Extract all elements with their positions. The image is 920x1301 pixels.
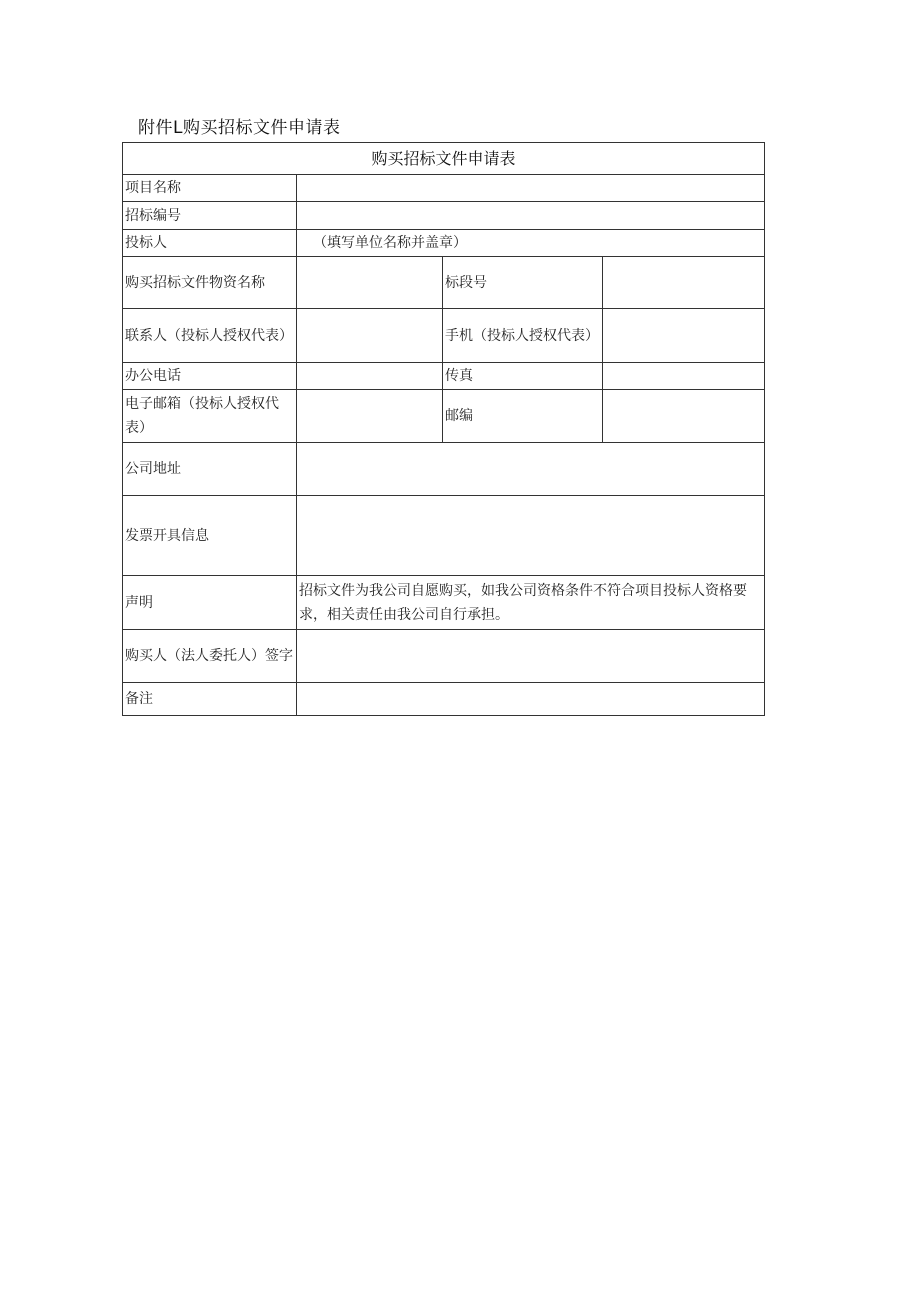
table-row bbox=[123, 443, 765, 496]
table-row bbox=[123, 230, 765, 257]
material-name-field[interactable] bbox=[297, 257, 443, 309]
declaration-label: 声明 bbox=[123, 576, 297, 630]
remarks-label: 备注 bbox=[123, 683, 297, 716]
tender-no-field[interactable] bbox=[297, 202, 765, 230]
material-name-label: 购买招标文件物资名称 bbox=[123, 257, 297, 309]
table-row bbox=[123, 496, 765, 576]
form-title: 购买招标文件申请表 bbox=[123, 143, 765, 175]
address-label: 公司地址 bbox=[123, 443, 297, 496]
postcode-field[interactable] bbox=[603, 390, 765, 443]
invoice-label: 发票开具信息 bbox=[123, 496, 297, 576]
table-row bbox=[123, 363, 765, 390]
office-phone-field[interactable] bbox=[297, 363, 443, 390]
mobile-label: 手机（投标人授权代表） bbox=[443, 309, 603, 363]
project-name-label: 项目名称 bbox=[123, 175, 297, 202]
table-row bbox=[123, 576, 765, 630]
tender-no-label: 招标编号 bbox=[123, 202, 297, 230]
mobile-field[interactable] bbox=[603, 309, 765, 363]
invoice-field[interactable] bbox=[297, 496, 765, 576]
postcode-label: 邮编 bbox=[443, 390, 603, 443]
table-row bbox=[123, 309, 765, 363]
bidder-hint: （填写单位名称并盖章） bbox=[313, 235, 467, 251]
address-field[interactable] bbox=[297, 443, 765, 496]
email-label: 电子邮箱（投标人授权代表） bbox=[123, 390, 297, 443]
remarks-field[interactable] bbox=[297, 683, 765, 716]
signature-field[interactable] bbox=[297, 630, 765, 683]
contact-label: 联系人（投标人授权代表） bbox=[123, 309, 297, 363]
office-phone-label: 办公电话 bbox=[123, 363, 297, 390]
table-row bbox=[123, 202, 765, 230]
table-row bbox=[123, 390, 765, 443]
application-form-table bbox=[122, 142, 765, 716]
project-name-field[interactable] bbox=[297, 175, 765, 202]
lot-no-label: 标段号 bbox=[443, 257, 603, 309]
table-row bbox=[123, 143, 765, 175]
signature-label: 购买人（法人委托人）签字 bbox=[123, 630, 297, 683]
table-row bbox=[123, 630, 765, 683]
table-row bbox=[123, 683, 765, 716]
bidder-field[interactable] bbox=[297, 230, 765, 257]
fax-label: 传真 bbox=[443, 363, 603, 390]
declaration-text: 招标文件为我公司自愿购买，如我公司资格条件不符合项目投标人资格要求，相关责任由我公司自行承担。 bbox=[297, 576, 765, 630]
email-field[interactable] bbox=[297, 390, 443, 443]
table-row bbox=[123, 257, 765, 309]
lot-no-field[interactable] bbox=[603, 257, 765, 309]
fax-field[interactable] bbox=[603, 363, 765, 390]
document-heading: 附件L购买招标文件申请表 bbox=[138, 118, 341, 138]
contact-field[interactable] bbox=[297, 309, 443, 363]
bidder-label: 投标人 bbox=[123, 230, 297, 257]
table-row bbox=[123, 175, 765, 202]
